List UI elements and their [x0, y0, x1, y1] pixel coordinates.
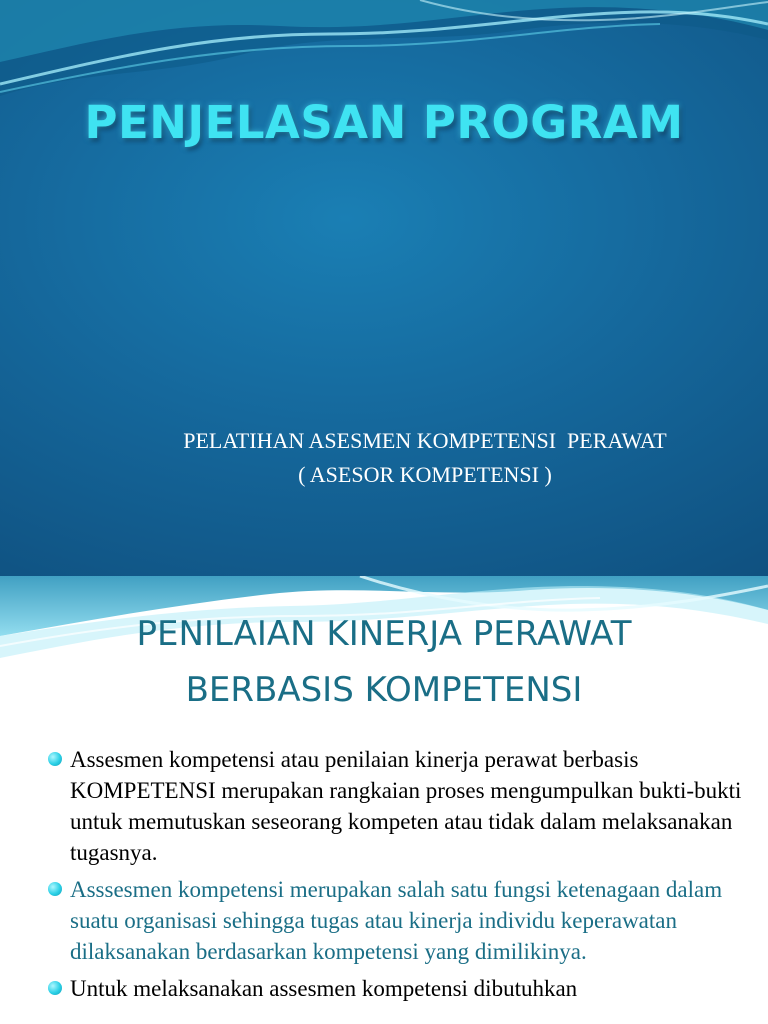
subtitle-line-2: ( ASESOR KOMPETENSI ) — [298, 462, 552, 487]
bullet-item — [46, 973, 746, 1004]
slide-content — [0, 576, 768, 1024]
bullet-text: Untuk melaksanakan assesmen kompetensi dibutuhkan — [70, 976, 578, 1001]
heading-line-1: PENILAIAN KINERJA PERAWAT — [136, 614, 632, 654]
slide-heading — [0, 606, 768, 718]
bullet-text: Assesmen kompetensi atau penilaian kinerja perawat berbasis KOMPETENSI merupakan rangkaian proses mengumpulkan bukti-bukti untuk memutuskan seseorang kompeten atau tidak dalam melaksanakan tugasnya. — [70, 747, 742, 865]
bullet-item — [46, 874, 746, 967]
subtitle-line-1: PELATIHAN ASESMEN KOMPETENSI PERAWAT — [183, 428, 667, 453]
bullet-dot-icon — [48, 882, 62, 896]
slide-subtitle — [130, 424, 720, 492]
bullet-list — [46, 744, 746, 1010]
bullet-dot-icon — [48, 752, 62, 766]
slide-title-heading: PENJELASAN PROGRAM — [84, 96, 684, 149]
bullet-dot-icon — [48, 981, 62, 995]
heading-line-2: BERBASIS KOMPETENSI — [185, 670, 583, 710]
bullet-text: Asssesmen kompetensi merupakan salah satu fungsi ketenagaan dalam suatu organisasi sehingga tugas atau kinerja individu keperawatan dilaksanakan berdasarkan kompetensi yang dimilikinya. — [70, 877, 723, 964]
bullet-item — [46, 744, 746, 868]
